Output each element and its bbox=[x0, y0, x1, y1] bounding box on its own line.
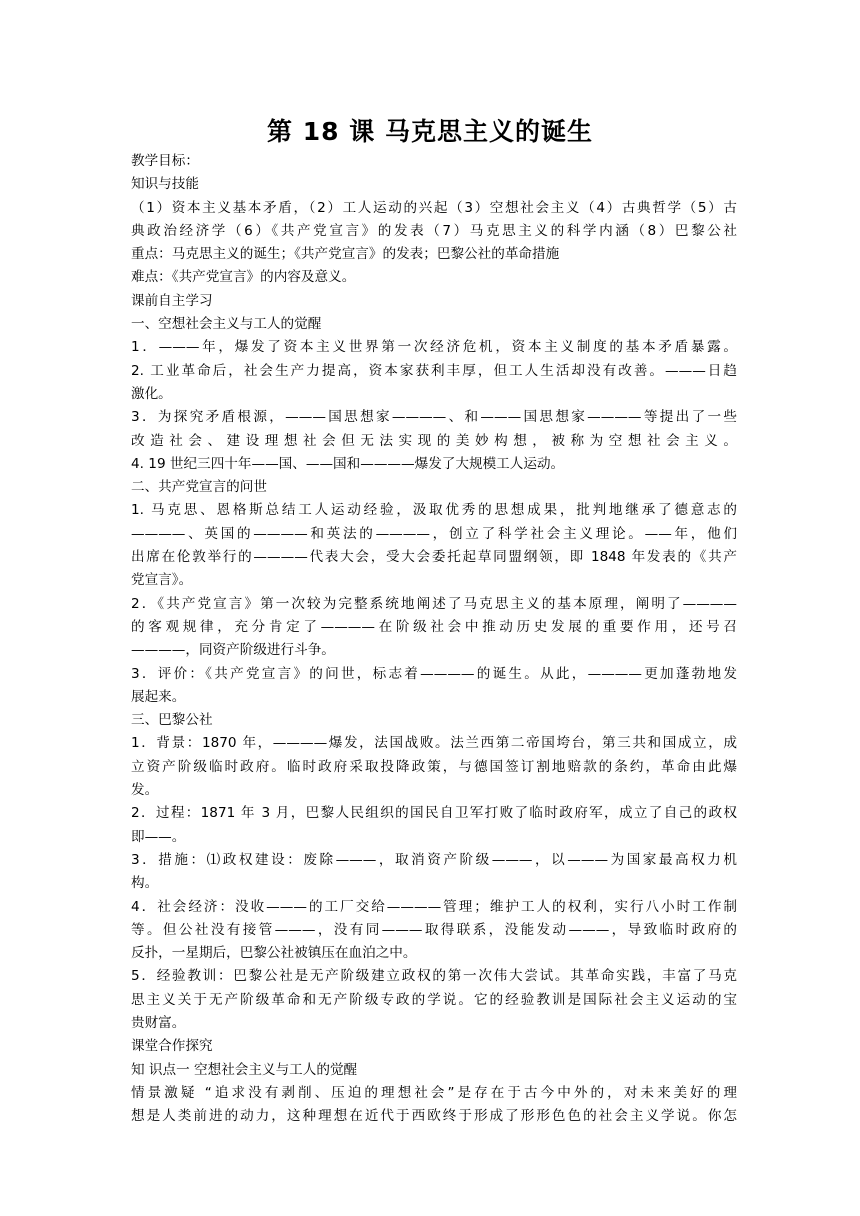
text-line: 的客观规律，充分肯定了————在阶级社会中推动历史发展的重要作用，还号召 bbox=[131, 618, 737, 635]
text-line: 2．过程：1871 年 3 月，巴黎人民组织的国民自卫军打败了临时政府军，成立了自己的政权 bbox=[131, 805, 737, 822]
text-line: 一、空想社会主义与工人的觉醒 bbox=[131, 316, 322, 333]
text-line: 改造社会、建设理想社会但无法实现的美妙构想，被称为空想社会主义。 bbox=[131, 432, 737, 449]
text-line: ————，同资产阶级进行斗争。 bbox=[131, 642, 335, 659]
text-line: 二、共产党宣言的问世 bbox=[131, 479, 267, 496]
page-title: 第 18 课 马克思主义的诞生 bbox=[267, 117, 593, 146]
text-line: 构。 bbox=[131, 875, 159, 892]
text-line: ————、英国的————和英法的————，创立了科学社会主义理论。——年，他们 bbox=[131, 525, 737, 542]
document-body bbox=[131, 150, 737, 1128]
text-line: 等。但公社没有接管———，没有同———取得联系，没能发动———，导致临时政府的 bbox=[131, 921, 737, 938]
text-line: 1. 马克思、恩格斯总结工人运动经验，汲取优秀的思想成果，批判地继承了德意志的 bbox=[131, 502, 737, 519]
text-line: 思主义关于无产阶级革命和无产阶级专政的学说。它的经验教训是国际社会主义运动的宝 bbox=[131, 991, 737, 1008]
text-line: 激化。 bbox=[131, 385, 172, 402]
text-line: 4. 19 世纪三四十年——国、——国和————爆发了大规模工人运动。 bbox=[131, 455, 565, 472]
text-line: 知 识点一 空想社会主义与工人的觉醒 bbox=[131, 1061, 358, 1078]
text-line: 出席在伦敦举行的————代表大会，受大会委托起草同盟纲领，即 1848 年发表的《共产 bbox=[131, 549, 737, 566]
text-line: 课前自主学习 bbox=[131, 292, 213, 309]
text-line: 展起来。 bbox=[131, 688, 186, 705]
text-line: 4．社会经济：没收———的工厂交给————管理；维护工人的权利，实行八小时工作制 bbox=[131, 898, 737, 915]
text-line: （1）资本主义基本矛盾，（2）工人运动的兴起（3）空想社会主义（4）古典哲学（5）古 bbox=[131, 199, 737, 216]
text-line: 反扑，一星期后，巴黎公社被镇压在血泊之中。 bbox=[131, 945, 417, 962]
text-line: 知识与技能 bbox=[131, 176, 199, 193]
text-line: 3．措施：⑴政权建设：废除———，取消资产阶级———，以———为国家最高权力机 bbox=[131, 851, 737, 868]
text-line: 1．背景：1870 年，————爆发，法国战败。法兰西第二帝国垮台，第三共和国成立，成 bbox=[131, 735, 737, 752]
text-line: 贵财富。 bbox=[131, 1014, 186, 1031]
text-line: 即——。 bbox=[131, 828, 186, 845]
text-line: 2. 工业革命后，社会生产力提高，资本家获利丰厚，但工人生活却没有改善。———日趋 bbox=[131, 362, 737, 379]
text-line: 三、巴黎公社 bbox=[131, 712, 213, 729]
text-line: 课堂合作探究 bbox=[131, 1038, 213, 1055]
text-line: 发。 bbox=[131, 782, 159, 799]
text-line: 3．评价：《共产党宣言》的问世，标志着————的诞生。从此，————更加蓬勃地发 bbox=[131, 665, 737, 682]
text-line: 5．经验教训：巴黎公社是无产阶级建立政权的第一次伟大尝试。其革命实践，丰富了马克 bbox=[131, 968, 737, 985]
text-line: 重点：马克思主义的诞生；《共产党宣言》的发表；巴黎公社的革命措施 bbox=[131, 246, 560, 263]
text-line: 2．《共产党宣言》第一次较为完整系统地阐述了马克思主义的基本原理，阐明了———— bbox=[131, 595, 737, 612]
text-line: 典政治经济学（6）《共产党宣言》的发表（7）马克思主义的科学内涵（8）巴黎公社 bbox=[131, 222, 737, 239]
text-line: 党宣言》。 bbox=[131, 572, 193, 589]
text-line: 想是人类前进的动力，这种理想在近代于西欧终于形成了形形色色的社会主义学说。你怎 bbox=[131, 1108, 737, 1125]
text-line: 立资产阶级临时政府。临时政府采取投降政策，与德国签订割地赔款的条约，革命由此爆 bbox=[131, 758, 737, 775]
text-line: 情景激疑 “追求没有剥削、压迫的理想社会”是存在于古今中外的，对未来美好的理 bbox=[131, 1084, 737, 1101]
text-line: 3．为探究矛盾根源，———国思想家————、和———国思想家————等提出了一些 bbox=[131, 409, 737, 426]
text-line: 教学目标： bbox=[131, 153, 199, 169]
text-line: 难点：《共产党宣言》的内容及意义。 bbox=[131, 269, 356, 286]
text-line: 1．———年，爆发了资本主义世界第一次经济危机，资本主义制度的基本矛盾暴露。 bbox=[131, 339, 737, 356]
